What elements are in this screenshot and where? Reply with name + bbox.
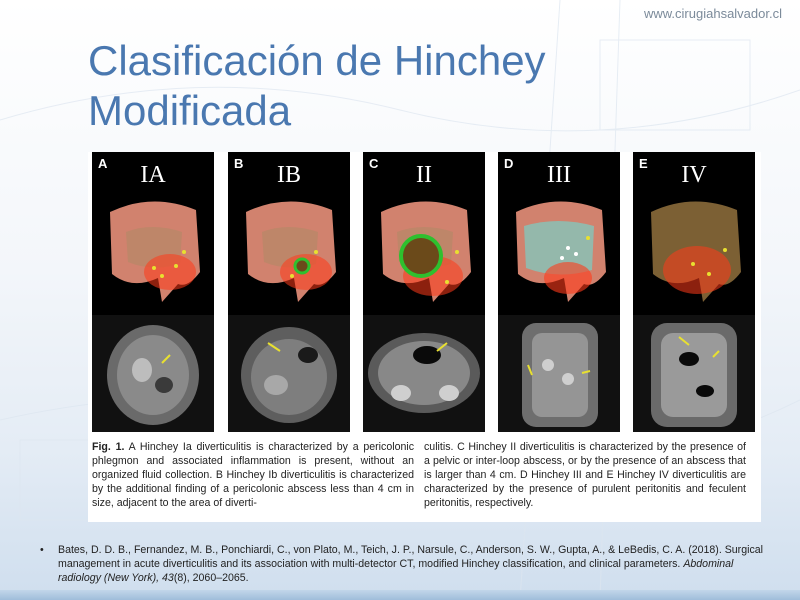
panel-stage-label: IV — [681, 162, 707, 188]
colon-illustration — [363, 192, 485, 312]
panel-stage-label: IB — [277, 162, 301, 188]
panel-stage-label: II — [416, 162, 432, 188]
colon-illustration — [498, 192, 620, 312]
colon-illustration — [633, 192, 755, 312]
ct-scan-image — [228, 315, 350, 432]
bottom-decoration-bar — [0, 590, 800, 600]
slide-title-line-2: Modificada — [88, 87, 292, 134]
caption-left-text: A Hinchey Ia diverticulitis is characterized by a pericolonic phlegmon and associated inflammation is present, without an organized fluid collection. B Hinchey Ib diverticulitis is characterized by the additional finding of a pericolonic abscess less than 4 cm in size, adjacent to the area of diverti- — [92, 441, 415, 509]
panel-b — [228, 152, 350, 432]
panel-letter: C — [369, 156, 379, 171]
caption-right-text: culitis. C Hinchey II diverticulitis is characterized by the presence of a pelvic or inter-loop abscess, or by the presence of an abscess that is larger than 4 cm. D Hinchey III and E Hinchey IV diverticulitis are characterized by the presence of purulent peritonitis and feculent peritonitis, respectively. — [424, 441, 746, 509]
slide-title — [88, 36, 688, 136]
panel-c — [363, 152, 485, 432]
panel-letter: D — [504, 156, 514, 171]
panel-d — [498, 152, 620, 432]
colon-illustration — [228, 192, 350, 312]
panel-stage-label: IA — [140, 162, 166, 188]
ct-scan-image — [363, 315, 485, 432]
ct-scan-image — [92, 315, 214, 432]
figure-label: Fig. 1. — [92, 441, 125, 453]
slide-title-line-1: Clasificación de Hinchey — [88, 37, 546, 84]
caption-left-column — [92, 440, 414, 510]
panel-letter: A — [98, 156, 108, 171]
panel-letter: E — [639, 156, 648, 171]
panel-e — [633, 152, 755, 432]
bullet: • — [40, 544, 44, 556]
citation-journal: Abdominal radiology (New York), 43 — [58, 558, 734, 584]
site-url: www.cirugiahsalvador.cl — [643, 6, 782, 21]
panel-a — [92, 152, 214, 432]
figure-panels — [88, 152, 761, 432]
panel-letter: B — [234, 156, 244, 171]
colon-illustration — [92, 192, 214, 312]
figure-caption — [88, 440, 761, 520]
panel-stage-label: III — [547, 162, 571, 188]
hinchey-figure — [88, 152, 761, 522]
citation-issue-pages: (8), 2060–2065. — [173, 572, 249, 584]
citation-authors: Bates, D. D. B., Fernandez, M. B., Ponchiardi, C., von Plato, M., Teich, J. P., Narsule, C., Anderson, S. W., Gupta, A., & LeBedis, C. A. (2018). Surgical management in acute diverticulitis and its association with multi-detector CT, modified Hinchey classification, and clinical parameters. — [58, 544, 763, 570]
ct-scan-image — [498, 315, 620, 432]
ct-scan-image — [633, 315, 755, 432]
reference-citation — [40, 543, 768, 585]
caption-right-column — [424, 440, 746, 510]
